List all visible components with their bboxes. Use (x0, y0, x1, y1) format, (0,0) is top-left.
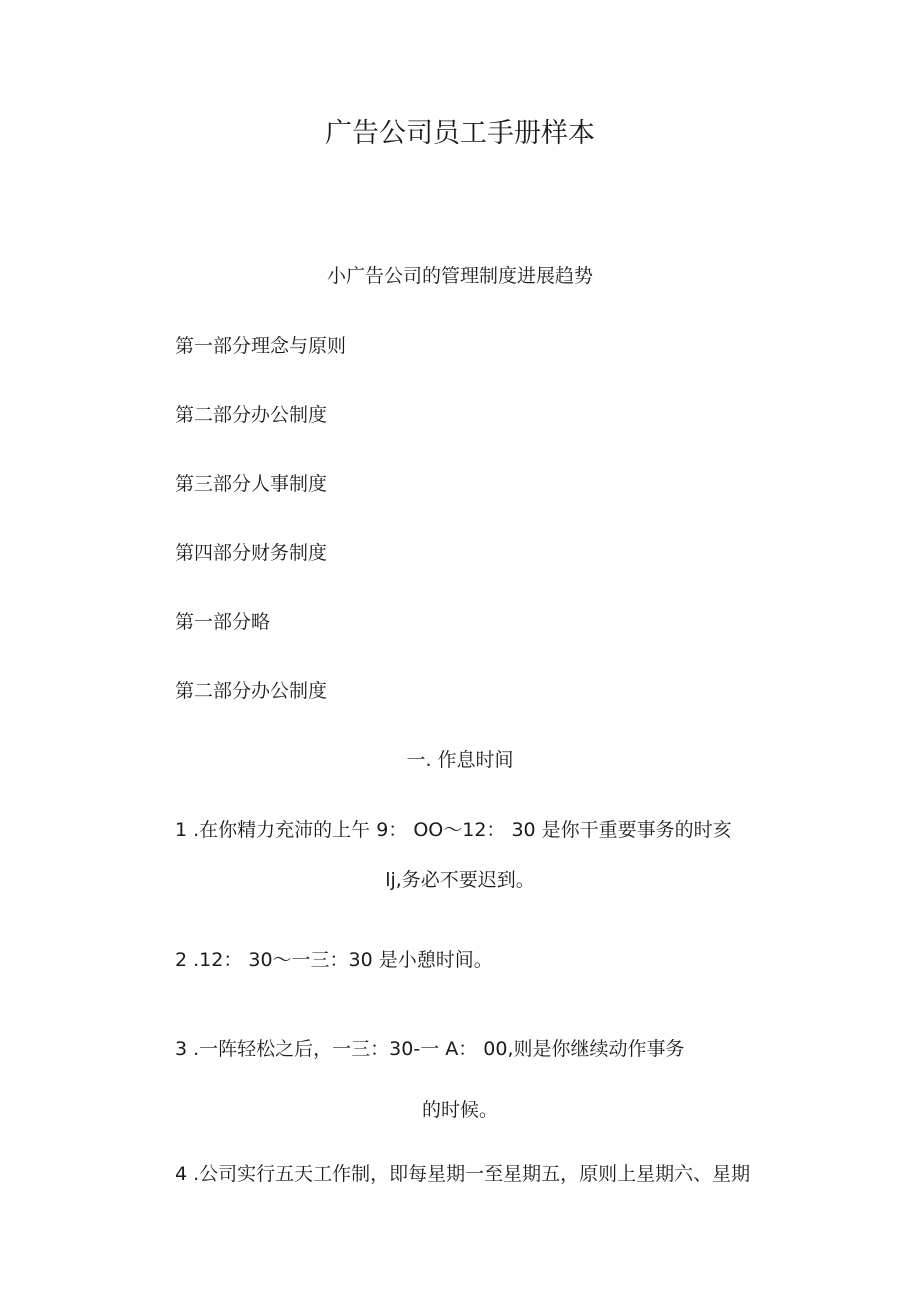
list-item-line: 4 .公司实行五天工作制，即每星期一至星期五，原则上星期六、星期 (175, 1163, 751, 1185)
section-heading: 一. 作息时间 (406, 749, 514, 771)
document-subtitle: 小广告公司的管理制度进展趋势 (326, 265, 593, 287)
toc-item: 第二部分办公制度 (175, 404, 328, 426)
toc-item: 第二部分办公制度 (175, 680, 328, 702)
toc-item: 第一部分略 (175, 611, 271, 633)
document-title: 广告公司员工手册样本 (325, 118, 595, 149)
list-item-line: 1 .在你精力充沛的上午 9： OO～12： 30 是你干重要事务的时亥 (175, 819, 732, 841)
toc-item: 第三部分人事制度 (175, 473, 328, 495)
list-item-line: 2 .12： 30～一三：30 是小憩时间。 (175, 949, 493, 971)
toc-item: 第一部分理念与原则 (175, 335, 347, 357)
list-item-continuation: 的时候。 (421, 1099, 498, 1121)
list-item-continuation: lj,务必不要迟到。 (385, 869, 535, 891)
toc-item: 第四部分财务制度 (175, 542, 328, 564)
list-item-line: 3 .一阵轻松之后，一三：30-一 A： 00,则是你继续动作事务 (175, 1038, 685, 1060)
